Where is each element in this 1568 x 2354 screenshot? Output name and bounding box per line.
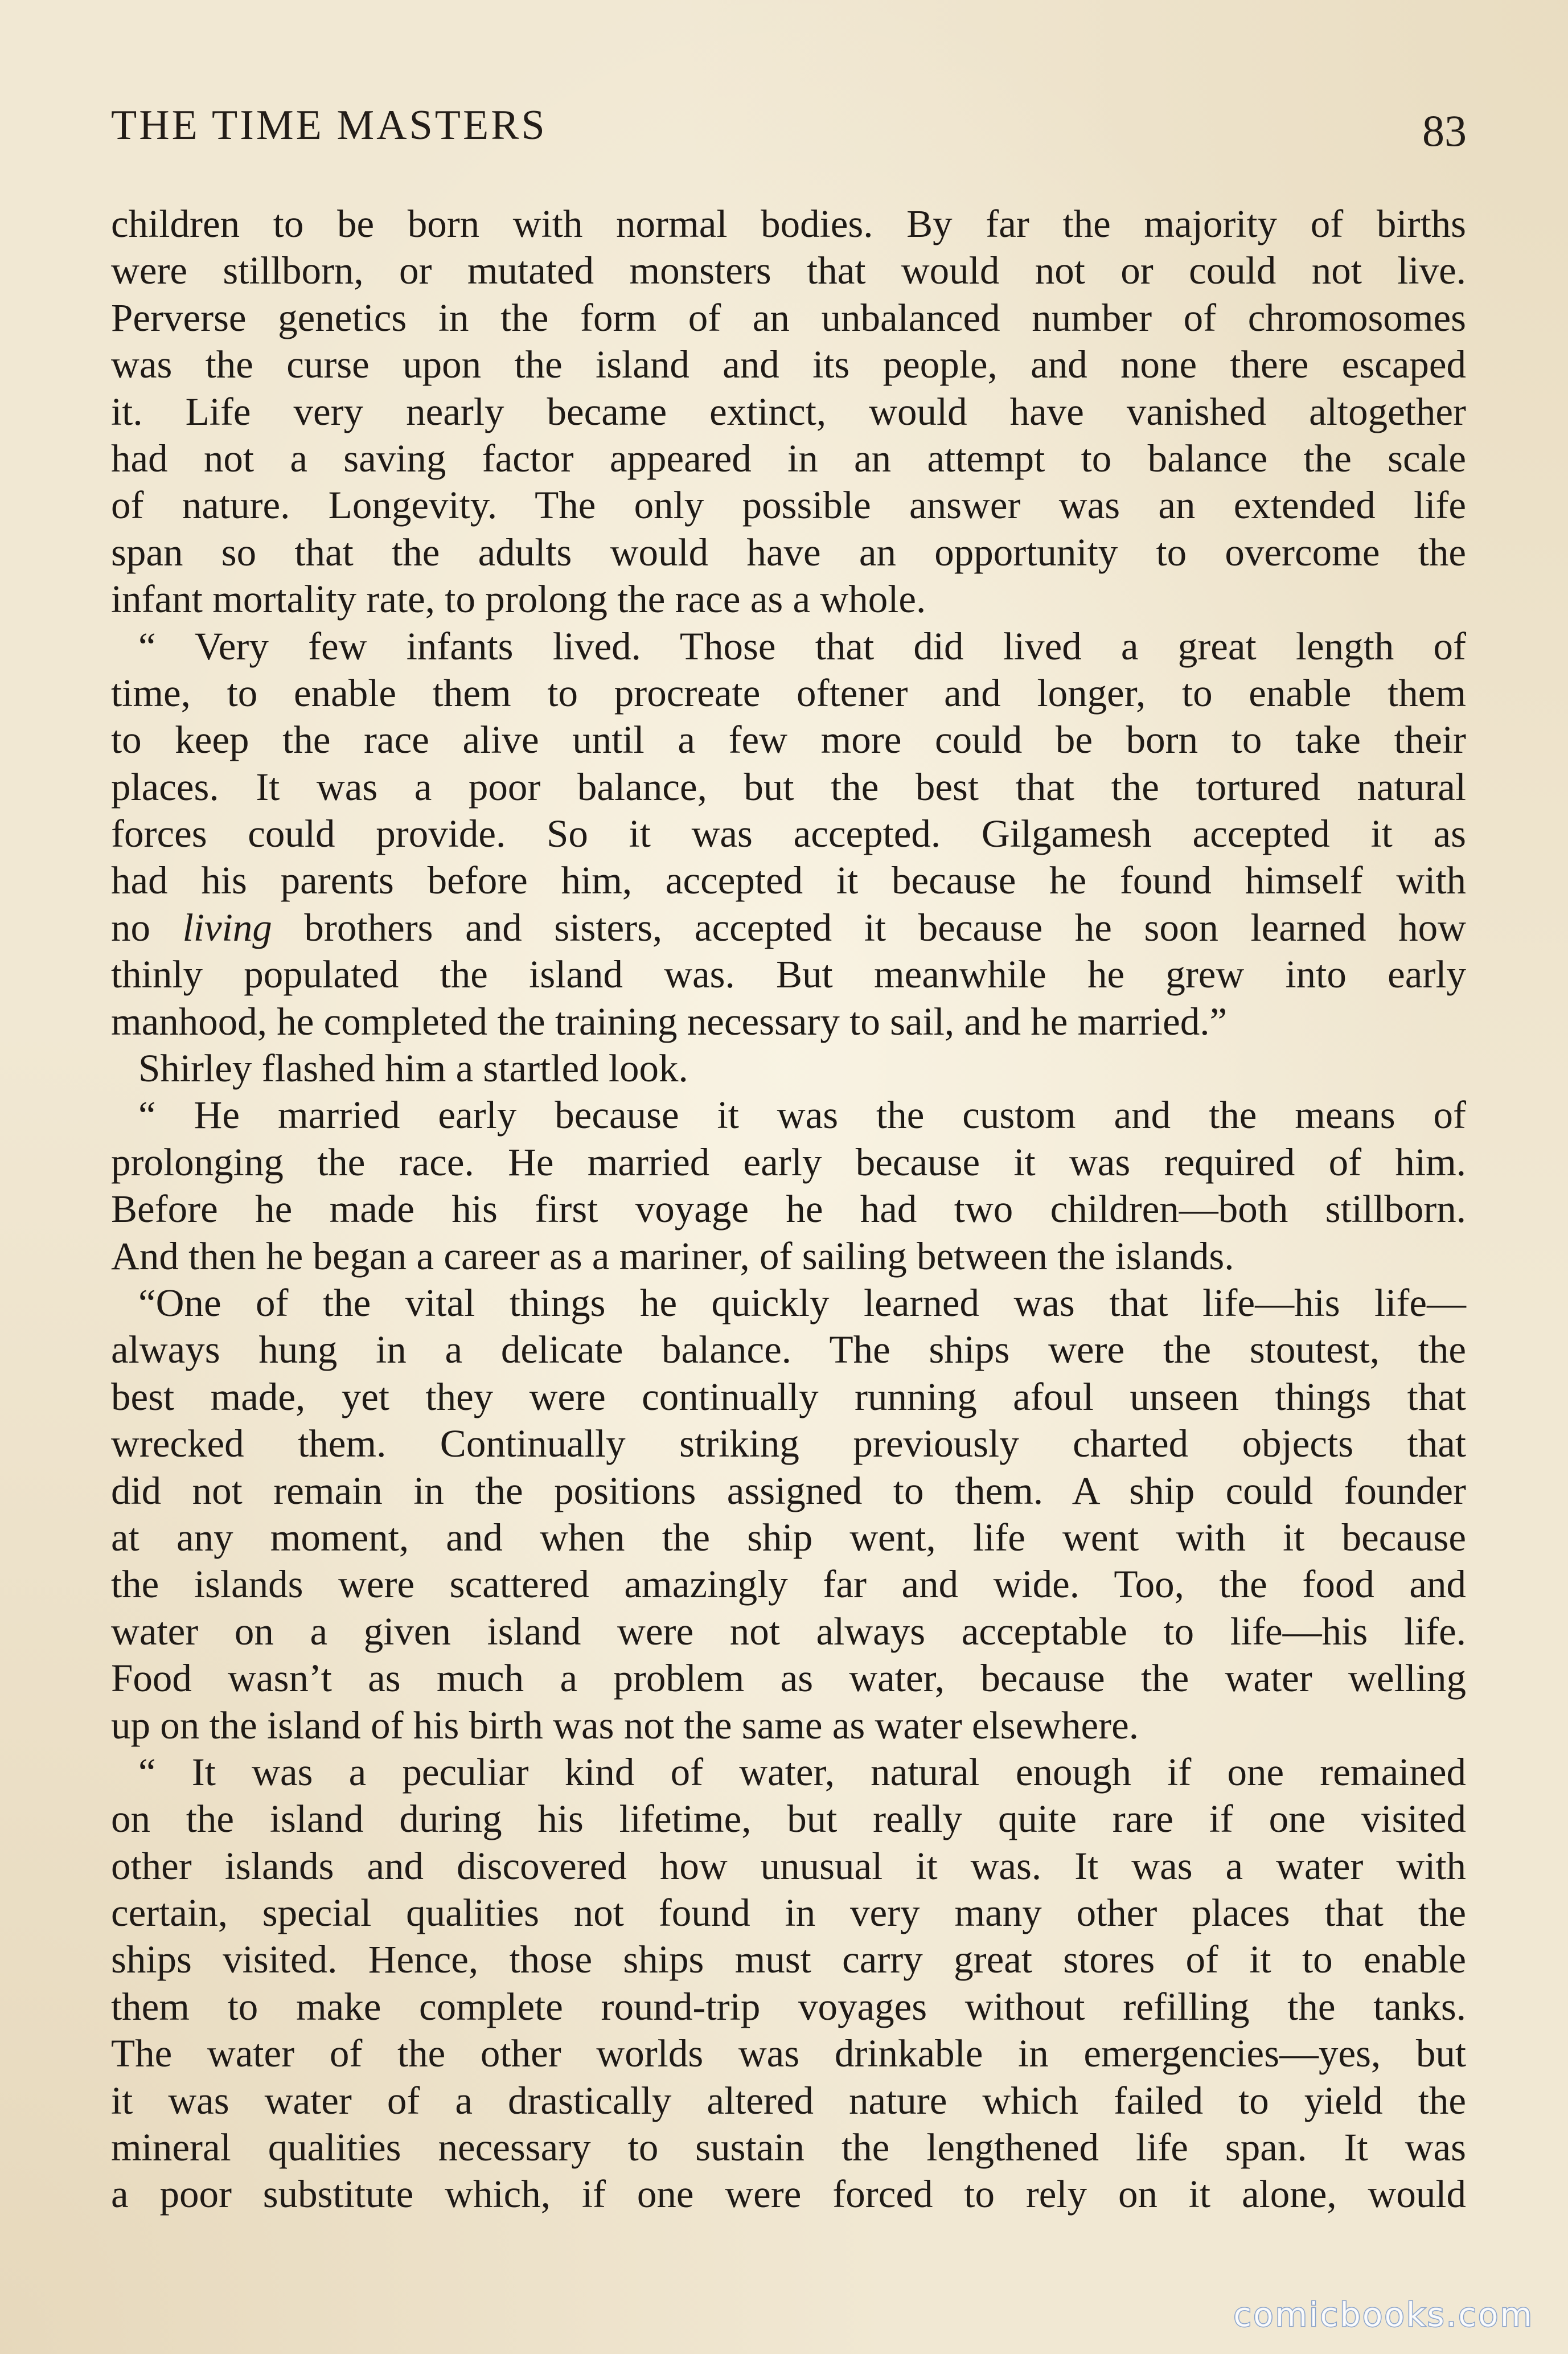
text-line: “ He married early because it was the custom and the means of (138, 1093, 1466, 1137)
text-line: did not remain in the positions assigned to them. A ship could founder (111, 1469, 1466, 1512)
text-line: And then he began a career as a mariner, of sailing between the islands. (111, 1234, 1234, 1278)
text-line: on the island during his lifetime, but really quite rare if one visited (111, 1797, 1466, 1841)
text-line: no living brothers and sisters, accepted it because he soon learned how (111, 905, 1466, 949)
text-line: the islands were scattered amazingly far and wide. Too, the food and (111, 1563, 1466, 1606)
text-line: span so that the adults would have an opportunity to overcome the (111, 530, 1466, 574)
text-line: The water of the other worlds was drinkable in emergencies—yes, but (111, 2032, 1466, 2076)
text-line: wrecked them. Continually striking previously charted objects that (111, 1422, 1466, 1466)
text-line: it was water of a drastically altered nature which failed to yield the (111, 2078, 1466, 2122)
text-line: thinly populated the island was. But meanwhile he grew into early (111, 953, 1466, 996)
text-line: had not a saving factor appeared in an attempt to balance the scale (111, 436, 1466, 480)
body-text (111, 200, 1466, 2218)
italic-emphasis: living (182, 905, 272, 949)
text-line: best made, yet they were continually running afoul unseen things that (111, 1375, 1466, 1418)
text-line: were stillborn, or mutated monsters that would not or could not live. (111, 249, 1466, 293)
text-line: Perverse genetics in the form of an unbalanced number of chromosomes (111, 296, 1466, 339)
watermark: comicbooks.com (1233, 2295, 1534, 2334)
text-line: forces could provide. So it was accepted. Gilgamesh accepted it as (111, 812, 1466, 856)
text-line: them to make complete round-trip voyages without refilling the tanks. (111, 1984, 1466, 2028)
text-line: Shirley flashed him a startled look. (138, 1047, 688, 1090)
text-line: it. Life very nearly became extinct, would have vanished altogether (111, 389, 1466, 433)
page-number: 83 (1422, 106, 1467, 155)
text-line: prolonging the race. He married early because it was required of him. (111, 1140, 1466, 1184)
running-title: THE TIME MASTERS (111, 102, 547, 149)
text-line: time, to enable them to procreate oftener and longer, to enable them (111, 671, 1466, 715)
text-line: had his parents before him, accepted it because he found himself with (111, 859, 1466, 903)
text-line: a poor substitute which, if one were forced to rely on it alone, would (111, 2172, 1466, 2216)
text-line: to keep the race alive until a few more could be born to take their (111, 718, 1466, 762)
text-line: of nature. Longevity. The only possible answer was an extended life (111, 483, 1466, 527)
text-line: “One of the vital things he quickly learned was that life—his life— (138, 1281, 1466, 1324)
text-line: was the curse upon the island and its people, and none there escaped (111, 343, 1466, 387)
text-line: “ Very few infants lived. Those that did lived a great length of (138, 624, 1466, 668)
text-line: children to be born with normal bodies. By far the majority of births (111, 202, 1466, 245)
text-line: mineral qualities necessary to sustain the lengthened life span. It was (111, 2126, 1466, 2170)
text-line: other islands and discovered how unusual it was. It was a water with (111, 1844, 1466, 1888)
text-line: ships visited. Hence, those ships must carry great stores of it to enable (111, 1938, 1466, 1982)
text-line: up on the island of his birth was not the same as water elsewhere. (111, 1703, 1139, 1747)
text-line: manhood, he completed the training necessary to sail, and he married.” (111, 999, 1228, 1043)
text-line: Food wasn’t as much a problem as water, because the water welling (111, 1656, 1466, 1700)
text-line: Before he made his first voyage he had two children—both stillborn. (111, 1187, 1466, 1231)
text-line: always hung in a delicate balance. The ships were the stoutest, the (111, 1328, 1466, 1372)
text-line: places. It was a poor balance, but the best that the tortured natural (111, 765, 1466, 809)
text-line: infant mortality rate, to prolong the race as a whole. (111, 577, 926, 621)
text-line: certain, special qualities not found in very many other places that the (111, 1891, 1466, 1935)
text-line: at any moment, and when the ship went, life went with it because (111, 1515, 1466, 1559)
text-line: “ It was a peculiar kind of water, natural enough if one remained (138, 1750, 1466, 1794)
text-line: water on a given island were not always acceptable to life—his life. (111, 1609, 1466, 1653)
